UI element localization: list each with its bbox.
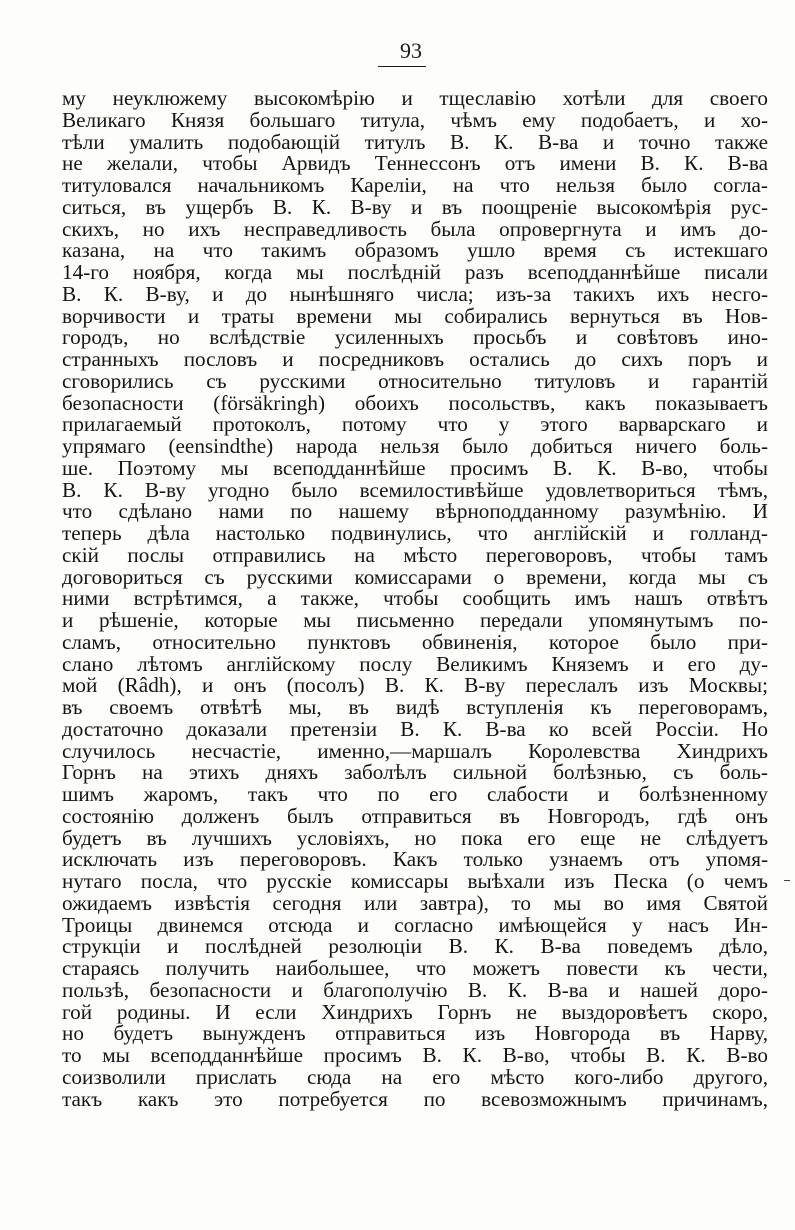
text-line: казана, на что такимъ образомъ ушло время съ истекшаго	[62, 238, 769, 263]
text-line: теперь дѣла настолько подвинулись, что англійскій и голланд-	[62, 521, 768, 545]
text-line: ше. Поэтому мы всеподданнѣйше просимъ В. К. В-во, чтобы	[62, 455, 769, 480]
text-line: безопасности (försäkringh) обоихъ посольствъ, какъ показываетъ	[62, 390, 768, 415]
text-line: мой (Râdh), и онъ (посолъ) В. К. В-ву переслалъ изъ Москвы;	[62, 673, 769, 698]
text-line: титуловался начальникомъ Кареліи, на что нельзя было согла-	[62, 173, 768, 197]
text-line: что сдѣлано нами по нашему вѣрноподданному разумѣнію. И	[62, 499, 768, 524]
text-line: состоянію долженъ былъ отправиться въ Новгородъ, гдѣ онъ	[62, 803, 769, 828]
text-line: ожидаемъ извѣстія сегодня или завтра), то мы во имя Святой	[62, 890, 769, 915]
text-line: ситься, въ ущербъ В. К. В-ву и въ поощреніе высокомѣрія рус-	[62, 194, 769, 219]
text-line: В. К. В-ву угодно было всемилостивѣйше удовлетвориться тѣмъ,	[62, 477, 769, 502]
text-line: городъ, но вслѣдствіе усиленныхъ просьбъ и совѣтовъ ино-	[62, 325, 768, 350]
text-line: странныхъ пословъ и посредниковъ остались до сихъ поръ и	[62, 347, 768, 371]
text-line: 14-го ноября, когда мы послѣдній разъ всеподданнѣйше писали	[62, 260, 769, 284]
margin-mark	[784, 880, 790, 881]
text-line: му неуклюжему высокомѣрію и тщеславію хотѣли для своего	[62, 86, 769, 110]
text-line: слано лѣтомъ англійскому послу Великимъ Княземъ и его ду-	[62, 651, 769, 676]
text-line: пользѣ, безопасности и благополучію В. К. В-ва и нашей доро-	[62, 977, 768, 1002]
text-line: скихъ, но ихъ несправедливость была опровергнута и имъ до-	[62, 216, 768, 241]
text-line: будетъ въ лучшихъ условіяхъ, но пока его еще не слѣдуетъ	[62, 825, 769, 850]
text-line: скій послы отправились на мѣсто переговоровъ, чтобы тамъ	[62, 542, 768, 567]
text-line: соизволили прислать сюда на его мѣсто кого-либо другого,	[62, 1064, 769, 1089]
text-line: не желали, чтобы Арвидъ Теннессонъ отъ имени В. К. В-ва	[62, 151, 768, 176]
body-text	[62, 88, 768, 1110]
text-line: тѣли умалить подобающій титулъ В. К. В-ва и точно также	[62, 129, 768, 154]
text-line: Троицы двинемся отсюда и согласно имѣющейся у насъ Ин-	[62, 912, 768, 937]
text-line: Горнъ на этихъ дняхъ заболѣлъ сильной болѣзнью, съ боль-	[62, 760, 768, 785]
text-line: сговорились съ русскими относительно титуловъ и гарантій	[62, 368, 768, 393]
text-line: но будетъ вынужденъ отправиться изъ Новгорода въ Нарву,	[62, 1021, 769, 1046]
page-number: 93	[400, 38, 422, 63]
text-line: то мы всеподданнѣйше просимъ В. К. В-во, чтобы В. К. В-во	[62, 1043, 768, 1067]
text-line: гой родины. И если Хиндрихъ Горнъ не выздоровѣетъ скоро,	[62, 999, 769, 1024]
text-line: шимъ жаромъ, такъ что по его слабости и болѣзненному	[62, 782, 769, 806]
text-line: нутаго посла, что русскіе комиссары выѣхали изъ Песка (о чемъ	[62, 869, 769, 893]
text-line: достаточно доказали претензіи В. К. В-ва ко всей Россіи. Но	[62, 716, 768, 741]
text-line: прилагаемый протоколъ, потому что у этого варварскаго и	[62, 412, 768, 437]
text-line: стараясь получить наибольшее, что можетъ повести къ чести,	[62, 956, 768, 980]
text-line: случилось несчастіе, именно,—маршалъ Королевства Хиндрихъ	[62, 738, 768, 763]
text-line: ними встрѣтимся, а также, чтобы сообщить имъ нашъ отвѣтъ	[62, 586, 768, 611]
text-line: Великаго Князя большаго титула, чѣмъ ему подобаетъ, и хо-	[62, 107, 769, 132]
text-line: договориться съ русскими комиссарами о времени, когда мы съ	[62, 564, 768, 589]
text-line: такъ какъ это потребуется по всевозможнымъ причинамъ,	[62, 1086, 768, 1111]
text-line: въ своемъ отвѣтѣ мы, въ видѣ вступленія къ переговорамъ,	[62, 695, 769, 719]
text-line: В. К. В-ву, и до нынѣшняго числа; изъ-за такихъ ихъ несго-	[62, 281, 769, 306]
text-line: исключать изъ переговоровъ. Какъ только узнаемъ отъ упомя-	[62, 847, 768, 872]
page-number-rule	[378, 66, 426, 67]
text-line: струкціи и послѣдней резолюціи В. К. В-ва поведемъ дѣло,	[62, 934, 768, 959]
text-line: упрямаго (eensindthe) народа нельзя было добиться ничего боль-	[62, 434, 769, 458]
text-line: и рѣшеніе, которые мы письменно передали упомянутымъ по-	[62, 608, 769, 632]
text-line: ворчивости и траты времени мы собирались вернуться въ Нов-	[62, 303, 768, 328]
text-line: сламъ, относительно пунктовъ обвиненія, которое было при-	[62, 629, 768, 654]
